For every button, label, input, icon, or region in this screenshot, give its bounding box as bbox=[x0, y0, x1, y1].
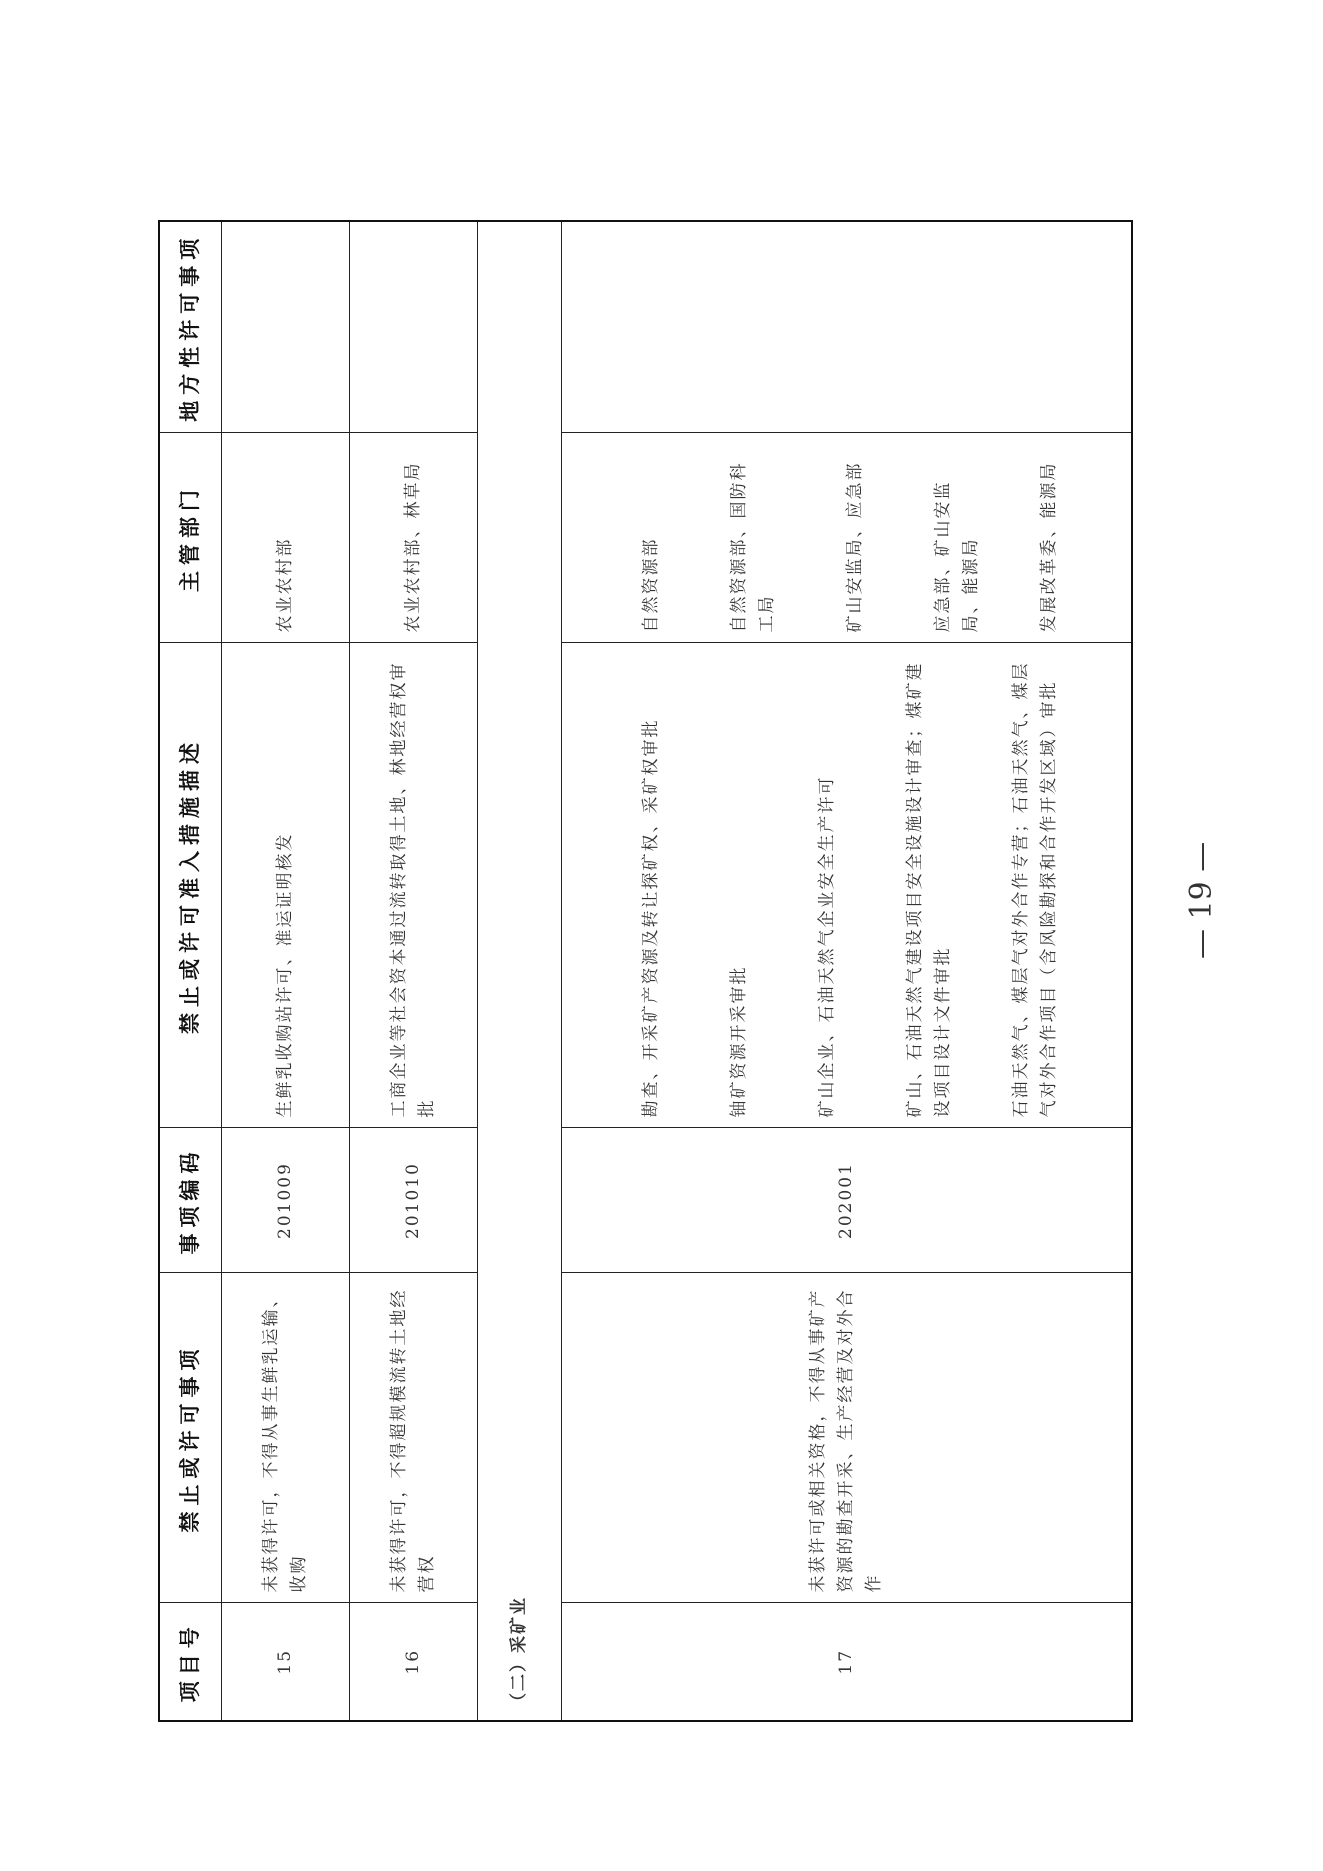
row-department: 农业农村部、林草局 bbox=[349, 433, 477, 643]
row-project-no: 17 bbox=[561, 1603, 1132, 1721]
row-department-group bbox=[561, 433, 1132, 643]
row-code: 201009 bbox=[221, 1128, 349, 1273]
rotated-table-stage bbox=[158, 222, 1131, 1722]
measure-desc: 石油天然气、煤层气对外合作专营；石油天然气、煤层气对外合作项目（含风险勘探和合作开发区域）审批 bbox=[1011, 661, 1060, 1118]
header-measure-desc: 禁止或许可准入措施描述 bbox=[159, 643, 221, 1128]
row-local-permit bbox=[349, 221, 477, 433]
table-row bbox=[221, 221, 349, 1721]
row-department: 农业农村部 bbox=[221, 433, 349, 643]
department: 发展改革委、能源局 bbox=[1039, 461, 1060, 633]
department: 自然资源部 bbox=[641, 537, 662, 633]
measure-desc: 矿山、石油天然气建设项目安全设施设计审查；煤矿建设项目设计文件审批 bbox=[905, 661, 954, 1118]
section-row bbox=[477, 221, 561, 1721]
header-local-permit: 地方性许可事项 bbox=[159, 221, 221, 433]
row-measure-desc: 生鲜乳收购站许可、准运证明核发 bbox=[221, 643, 349, 1128]
header-code: 事项编码 bbox=[159, 1128, 221, 1273]
measure-desc: 矿山企业、石油天然气企业安全生产许可 bbox=[817, 775, 838, 1118]
header-department: 主管部门 bbox=[159, 433, 221, 643]
row-local-permit bbox=[561, 221, 1132, 433]
row-code: 202001 bbox=[561, 1128, 1132, 1273]
row-project-no: 16 bbox=[349, 1603, 477, 1721]
row-item: 未获得许可，不得从事生鲜乳运输、收购 bbox=[221, 1273, 349, 1603]
department: 矿山安监局、应急部 bbox=[845, 461, 866, 633]
row-item: 未获许可或相关资格，不得从事矿产资源的勘查开采、生产经营及对外合作 bbox=[561, 1273, 1132, 1603]
row-project-no: 15 bbox=[221, 1603, 349, 1721]
row-measure-desc-group bbox=[561, 643, 1132, 1128]
permit-list-table bbox=[158, 220, 1133, 1722]
row-code: 201010 bbox=[349, 1128, 477, 1273]
row-item: 未获得许可，不得超规模流转土地经营权 bbox=[349, 1273, 477, 1603]
measure-desc: 铀矿资源开采审批 bbox=[729, 965, 750, 1118]
row-measure-desc: 工商企业等社会资本通过流转取得土地、林地经营权审批 bbox=[349, 643, 477, 1128]
table-row bbox=[561, 221, 1132, 1721]
department: 应急部、矿山安监局、能源局 bbox=[933, 480, 982, 633]
table-row bbox=[349, 221, 477, 1721]
row-local-permit bbox=[221, 221, 349, 433]
measure-desc: 勘查、开采矿产资源及转让探矿权、采矿权审批 bbox=[641, 718, 662, 1118]
header-project-no: 项目号 bbox=[159, 1603, 221, 1721]
department: 自然资源部、国防科工局 bbox=[729, 461, 778, 633]
section-title: （二）采矿业 bbox=[477, 221, 561, 1721]
header-item: 禁止或许可事项 bbox=[159, 1273, 221, 1603]
header-row bbox=[159, 221, 221, 1721]
page-number: — 19 — bbox=[1184, 841, 1219, 959]
